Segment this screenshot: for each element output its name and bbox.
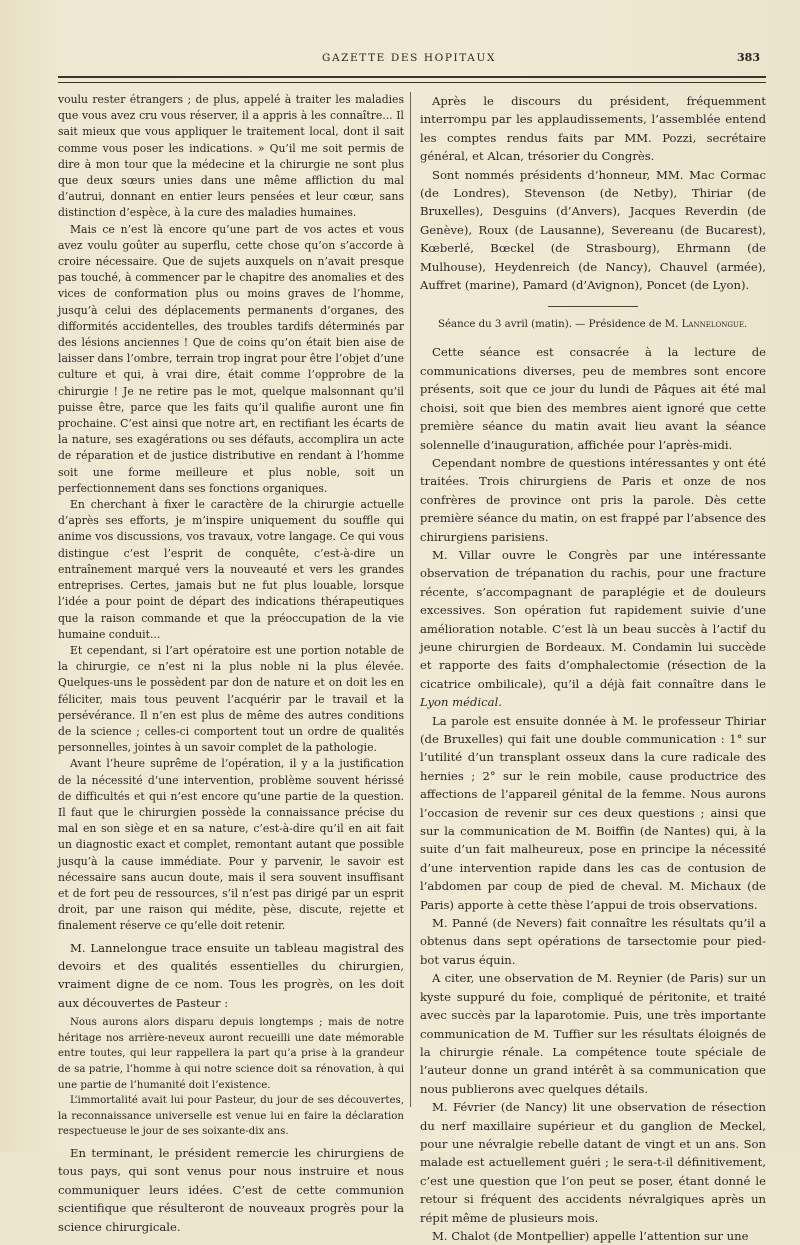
section-president: Lannelongue. — [681, 319, 748, 331]
paragraph — [420, 546, 766, 712]
paragraph: En cherchant à fixer le caractère de la chirurgie actuelle d’après ses efforts, je m’inspire uniquement du souffle qui anime vos discussions, vos travaux, votre langage. Ce qui vous distingue c’est l’esprit de conquête, c’est-à-dire un entraînement marqué vers la nouveauté et vers les grandes entreprises. Certes, jamais but ne fut plus louable, lorsque l’idée a pour point de départ des indications thérapeutiques que la raison commande et que la préoccupation de la vie humaine conduit... — [58, 498, 404, 641]
paragraph: Mais ce n’est là encore qu’une part de vos actes et vous avez voulu goûter au superflu, cette chose qu’on s’accorde à croire nécessaire. Que de sujets auxquels on n’avait presque pas touché, à commencer par le chapitre des anomalies et des vices de conformation plus ou moins graves de l’homme, jusqu’à celui des déplacements permanents d’organes, des difformités accidentelles, des troubles tardifs déterminés par des lésions anciennes ! Que de coins qu’on était bien aise de laisser dans l’ombre, terrain trop ingrat pour être l’objet d’une culture et qui, à vrai dire, était comme l’opprobre de la chirurgie ! Je ne retire pas le mot, quelque malsonnant qu’il puisse être, parce que les faits qu’il qualifie auront une fin prochaine. C’est ainsi que notre art, en rectifiant les écarts de la nature, ses exagérations ou ses défauts, accomplira un acte de réparation et de justice distributive en rendant à l’homme soit une forme meilleure et plus noble, soit un perfectionnement dans ses fonctions organiques. — [58, 222, 404, 495]
paragraph: A citer, une observation de M. Reynier (de Paris) sur un kyste suppuré du foie, compliqué de péritonite, et traité avec succès par la laparotomie. Puis, une très importante communication de M. Tuffier sur les résultats éloignés de la chirurgie rénale. La compétence toute spéciale de l’auteur donne un grand intérêt à sa communication que nous publierons avec quelques détails. — [420, 971, 766, 1096]
paragraph-text: M. Villar ouvre le Congrès par une intéressante observation de trépanation du rachis, pour une fracture récente, s’accompagnant de paraplégie et de douleurs excessives. Son opération fut rapidement suivie d’une amélioration notable. C’est là un beau succès à l’actif du jeune chirurgien de Bordeaux. M. Condamin lui succède et rapporte des faits d’omphalectomie (résection de la cicatrice ombilicale), qu’il a déjà fait connaître dans le — [420, 547, 766, 691]
section-heading-text: Séance du 3 avril (matin). — Présidence de M. — [438, 319, 682, 331]
paragraph: Cette séance est consacrée à la lecture de communications diverses, peu de membres sont encore présents, soit que ce jour du lundi de Pâques ait été mal choisi, soit que bien des membres aient ignoré que cette première séance du matin avait lieu avant la séance solennelle d’inauguration, affichée pour l’après-midi. — [420, 345, 766, 452]
quotation-paragraph: Nous aurons alors disparu depuis longtemps ; mais de notre héritage nos arrière-neveux auront recueilli une date mémorable entre toutes, qui leur rappellera la part qu’a prise à la grandeur de sa patrie, l’homme à qui notre science doit sa rénovation, à qui une partie de l’humanité doit l’existence. — [58, 1017, 404, 1091]
header-rule-thin — [58, 82, 766, 83]
report-paragraph: M. Lannelongue trace ensuite un tableau magistral des devoirs et des qualités essentielles du chirurgien, vraiment digne de ce nom. Tous les progrès, on les doit aux découvertes de Pasteur : — [58, 940, 404, 1010]
section-separator — [548, 306, 638, 307]
paragraph: Sont nommés présidents d’honneur, MM. Mac Cormac (de Londres), Stevenson (de Netby), Thiriar (de Bruxelles), Desguins (d’Anvers), Jacques Reverdin (de Genève), Roux (de Lausanne), Severeanu (de Bucarest), Kœberlé, Bœckel (de Strasbourg), Ehrmann (de Mulhouse), Heydenreich (de Nancy), Chauvel (armée), Auffret (marine), Pamard (d’Avignon), Poncet (de Lyon). — [420, 167, 766, 293]
journal-reference: Lyon médical. — [420, 695, 502, 710]
paragraph: Et cependant, si l’art opératoire est une portion notable de la chirurgie, ce n’est ni la plus noble ni la plus élevée. Quelques-uns le possèdent par don de nature et on doit les en féliciter, mais tous peuvent l’acquérir par le travail et la persévérance. Il n’en est plus de même des autres conditions de la science ; celles-ci comportent tout un ordre de qualités personnelles, jointes à un savoir complet de la pathologie. — [58, 643, 404, 755]
paragraph: Avant l’heure suprême de l’opération, il y a la justification de la nécessité d’une intervention, problème souvent hérissé de difficultés et qui n’est encore qu’une partie de la question. Il faut que le chirurgien possède la connaissance précise du mal en son siège et en sa nature, c’est-à-dire qu’il en ait fait un diagnostic exact et complet, remontant autant que possible jusqu’à la cause immédiate. Pour y parvenir, le savoir est nécessaire sans aucun doute, mais il sera souvent insuffisant et de fort peu de ressources, s’il n’est pas dirigé par un esprit droit, par une raison qui médite, pèse, discute, rejette et finalement réserve ce qu’elle doit retenir. — [58, 757, 404, 933]
report-paragraph: En terminant, le président remercie les chirurgiens de tous pays, qui sont venus pour nous instruire et nous communiquer leurs idées. C’est de cette communion scientifique que résulteront de nouveaux progrès pour la science chirurgicale. — [58, 1145, 404, 1234]
paragraph: La parole est ensuite donnée à M. le professeur Thiriar (de Bruxelles) qui fait une double communication : 1° sur l’utilité d’un transplant osseux dans la cure radicale des hernies ; 2° sur le rein mobile, cause productrice des affections de l’appareil génital de la femme. Nous aurons l’occasion de revenir sur ces deux questions ; ainsi que sur la communication de M. Boiffin (de Nantes) qui, à la suite d’un fait malheureux, pose en principe la nécessité d’une intervention rapide dans les cas de contusion de l’abdomen par coup de pied de cheval. M. Michaux (de Paris) apporte à cette thèse l’appui de trois observations. — [420, 713, 766, 912]
quotation-paragraph: L’immortalité avait lui pour Pasteur, du jour de ses découvertes, la reconnaissance universelle est venue lui en faire la déclaration respectueuse le jour de ses soixante-dix ans. — [58, 1095, 404, 1138]
paragraph: M. Février (de Nancy) lit une observation de résection du nerf maxillaire supérieur et du ganglion de Meckel, pour une névralgie rebelle datant de vingt et un ans. Son malade est actuellement guéri ; le sera-t-il définitivement, c’est une question que l’on peut se poser, étant donné le retour si fréquent des accidents névralgiques après un répit même de plusieurs mois. — [420, 1100, 766, 1225]
paragraph: M. Panné (de Nevers) fait connaître les résultats qu’il a obtenus dans sept opérations de tarsectomie pour pied-bot varus équin. — [420, 916, 766, 967]
column-divider — [410, 92, 411, 1107]
page-number: 383 — [737, 51, 760, 64]
paragraph: M. Chalot (de Montpellier) appelle l’attention sur une — [432, 1228, 749, 1243]
paragraph: Cependant nombre de questions intéressantes y ont été traitées. Trois chirurgiens de Paris et onze de nos confrères de province ont pris la parole. Dès cette première séance du matin, on est frappé par l’absence des chirurgiens parisiens. — [420, 455, 766, 544]
left-column — [58, 92, 404, 1234]
right-column — [420, 92, 766, 1243]
page-header — [58, 48, 760, 70]
section-heading — [420, 317, 766, 333]
header-rule-thick — [58, 76, 766, 78]
paragraph: voulu rester étrangers ; de plus, appelé à traiter les maladies que vous avez cru vous réserver, il a appris à les connaître... Il sait mieux que vous appliquer le traitement local, dont il sait comme vous poser les indications. » Qu’il me soit permis de dire à mon tour que la médecine et la chirurgie ne sont plus que deux sœurs unies dans une même affliction du mal d’autrui, donnant en entier leurs pensées et leur cœur, sans distinction d’espèce, à la cure des maladies humaines. — [58, 93, 404, 220]
journal-title: GAZETTE DES HOPITAUX — [321, 52, 497, 64]
paragraph: Après le discours du président, fréquemment interrompu par les applaudissements, l’assemblée entend les comptes rendus faits par MM. Pozzi, secrétaire général, et Alcan, trésorier du Congrès. — [420, 94, 766, 164]
